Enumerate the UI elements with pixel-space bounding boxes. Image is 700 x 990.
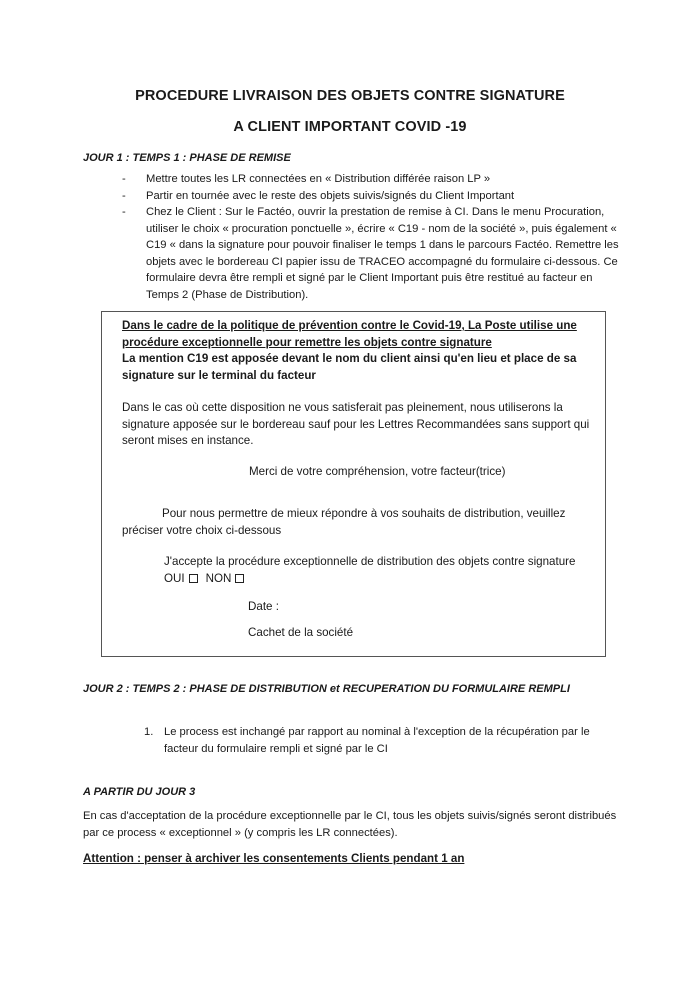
form-thanks: Merci de votre compréhension, votre facteur(trice) [249,465,506,478]
numbered-list [144,724,624,757]
form-accept-text: J'accepte la procédure exceptionnelle de distribution des objets contre signature [164,555,576,568]
jour3-paragraph: En cas d'acceptation de la procédure exceptionnelle par le CI, tous les objets suivis/signés seront distribués par ce process « exceptionnel » (y compris les LR connectées). [83,810,617,839]
list-number: 1. [144,726,154,738]
non-checkbox[interactable] [235,574,244,583]
instruction-list [122,171,622,303]
attention-note: Attention : penser à archiver les consentements Clients pendant 1 an [83,852,465,865]
form-choice-row [164,571,252,588]
list-item-text: Mettre toutes les LR connectées en « Distribution différée raison LP » [146,173,491,185]
oui-checkbox[interactable] [189,574,198,583]
form-disposition-text: Dans le cas où cette disposition ne vous satisferait pas pleinement, nous utiliserons la signature apposée sur le bordereau sauf pour les Lettres Recommandées sans support qui seront mises en instance. [122,401,590,447]
consent-form-box [101,311,606,657]
document-title: PROCEDURE LIVRAISON DES OBJETS CONTRE SIGNATURE [135,88,565,104]
oui-label: OUI [164,572,185,585]
section-heading-jour2: JOUR 2 : TEMPS 2 : PHASE DE DISTRIBUTION et RECUPERATION DU FORMULAIRE REMPLI [83,683,570,695]
document-subtitle: A CLIENT IMPORTANT COVID -19 [233,119,467,135]
list-item: - Mettre toutes les LR connectées en « Distribution différée raison LP » [122,173,491,185]
list-item-text: Chez le Client : Sur le Factéo, ouvrir la prestation de remise à CI. Dans le menu Procuration, utiliser le choix « procuration ponctuelle », écrire « C19 - nom de la société », puis également « C19 « dans la signature pour pouvoir finaliser le temps 1 dans le parcours Factéo. Remettre les objets avec le bordereau CI papier issu de TRACEO accompagné du formulaire ci-dessous. Ce formulaire devra être rempli et signé par le Client Important puis être restitué au facteur en Temps 2 (Phase de Distribution). [146,206,619,301]
list-item: - Chez le Client : Sur le Factéo, ouvrir la prestation de remise à CI. Dans le menu Procuration, utiliser le choix « procuration ponctuelle », écrire « C19 - nom de la société », puis également « C19 « dans la signature pour pouvoir finaliser le temps 1 dans le parcours Factéo. Remettre les objets avec le bordereau CI papier issu de TRACEO accompagné du formulaire ci-dessous. Ce formulaire devra être rempli et signé par le Client Important puis être restitué au facteur en Temps 2 (Phase de Distribution). [122,206,619,301]
form-cachet-label: Cachet de la société [248,626,354,639]
form-date-label: Date : [248,600,279,613]
non-label: NON [205,572,232,585]
list-item: - Partir en tournée avec le reste des objets suivis/signés du Client Important [122,189,515,202]
list-item-text: Partir en tournée avec le reste des objets suivis/signés du Client Important [146,189,515,202]
form-headline: Dans le cadre de la politique de prévention contre le Covid-19, La Poste utilise une procédure exceptionnelle pour remettre les objets contre signature [122,319,577,349]
section-heading-jour1: JOUR 1 : TEMPS 1 : PHASE DE REMISE [83,152,291,164]
form-permettre-text: Pour nous permettre de mieux répondre à vos souhaits de distribution, veuillez préciser votre choix ci-dessous [122,507,566,537]
section-heading-jour3: A PARTIR DU JOUR 3 [83,786,196,798]
form-mention: La mention C19 est apposée devant le nom du client ainsi qu'en lieu et place de sa signature sur le terminal du facteur [122,352,577,382]
numbered-item-text: Le process est inchangé par rapport au nominal à l'exception de la récupération par le facteur du formulaire rempli et signé par le CI [164,726,590,755]
